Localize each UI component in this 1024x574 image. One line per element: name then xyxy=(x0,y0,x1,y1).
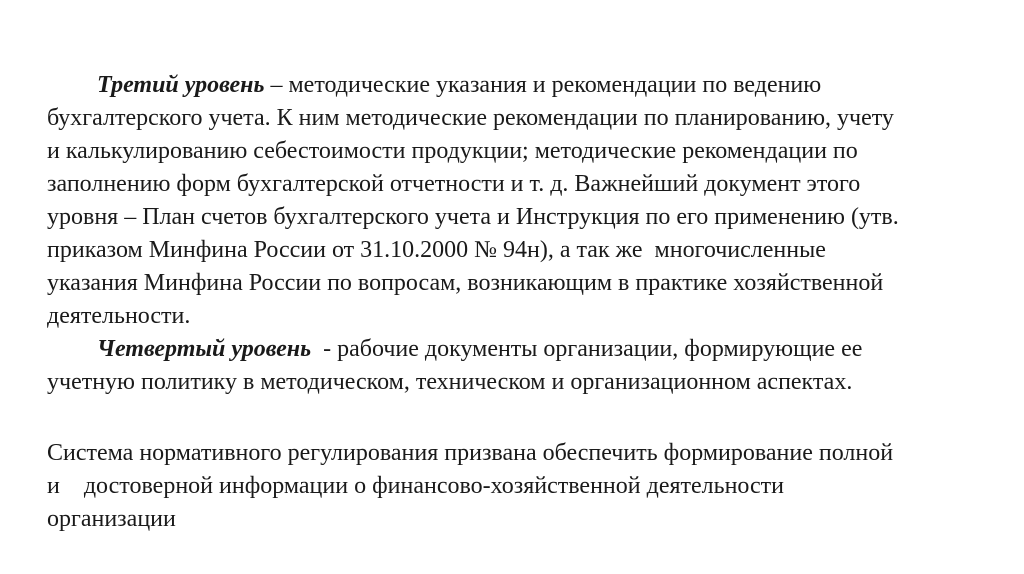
text-line: уровня – План счетов бухгалтерского учета и Инструкция по его применению (утв. xyxy=(47,204,899,230)
text-line: бухгалтерского учета. К ним методические рекомендации по планированию, учету xyxy=(47,105,894,131)
term-fourth-level: Четвертый уровень xyxy=(97,336,312,362)
paragraph-third-level xyxy=(47,69,987,333)
term-third-level: Третий уровень xyxy=(97,72,265,98)
text-line: Система нормативного регулирования призвана обеспечить формирование полной xyxy=(47,440,894,466)
text-line: заполнению форм бухгалтерской отчетности и т. д. Важнейший документ этого xyxy=(47,171,861,197)
paragraph-fourth-level xyxy=(47,333,987,399)
paragraph-regulation-system xyxy=(47,437,987,536)
text-segment: – методические указания и рекомендации по ведению xyxy=(264,72,822,98)
text-segment: - рабочие документы организации, формирующие ее xyxy=(311,336,863,362)
text-line: учетную политику в методическом, техническом и организационном аспектах. xyxy=(47,369,853,395)
text-line: и достоверной информации о финансово-хозяйственной деятельности xyxy=(47,473,784,499)
text-line: приказом Минфина России от 31.10.2000 № 94н), а так же многочисленные xyxy=(47,237,826,263)
text-line: и калькулированию себестоимости продукции; методические рекомендации по xyxy=(47,138,858,164)
text-line: организации xyxy=(47,506,176,532)
text-line: деятельности. xyxy=(47,303,191,329)
text-line xyxy=(47,69,987,102)
paragraph-spacer xyxy=(47,399,987,437)
text-line xyxy=(47,333,987,366)
document-body xyxy=(47,69,987,536)
text-line: указания Минфина России по вопросам, возникающим в практике хозяйственной xyxy=(47,270,884,296)
